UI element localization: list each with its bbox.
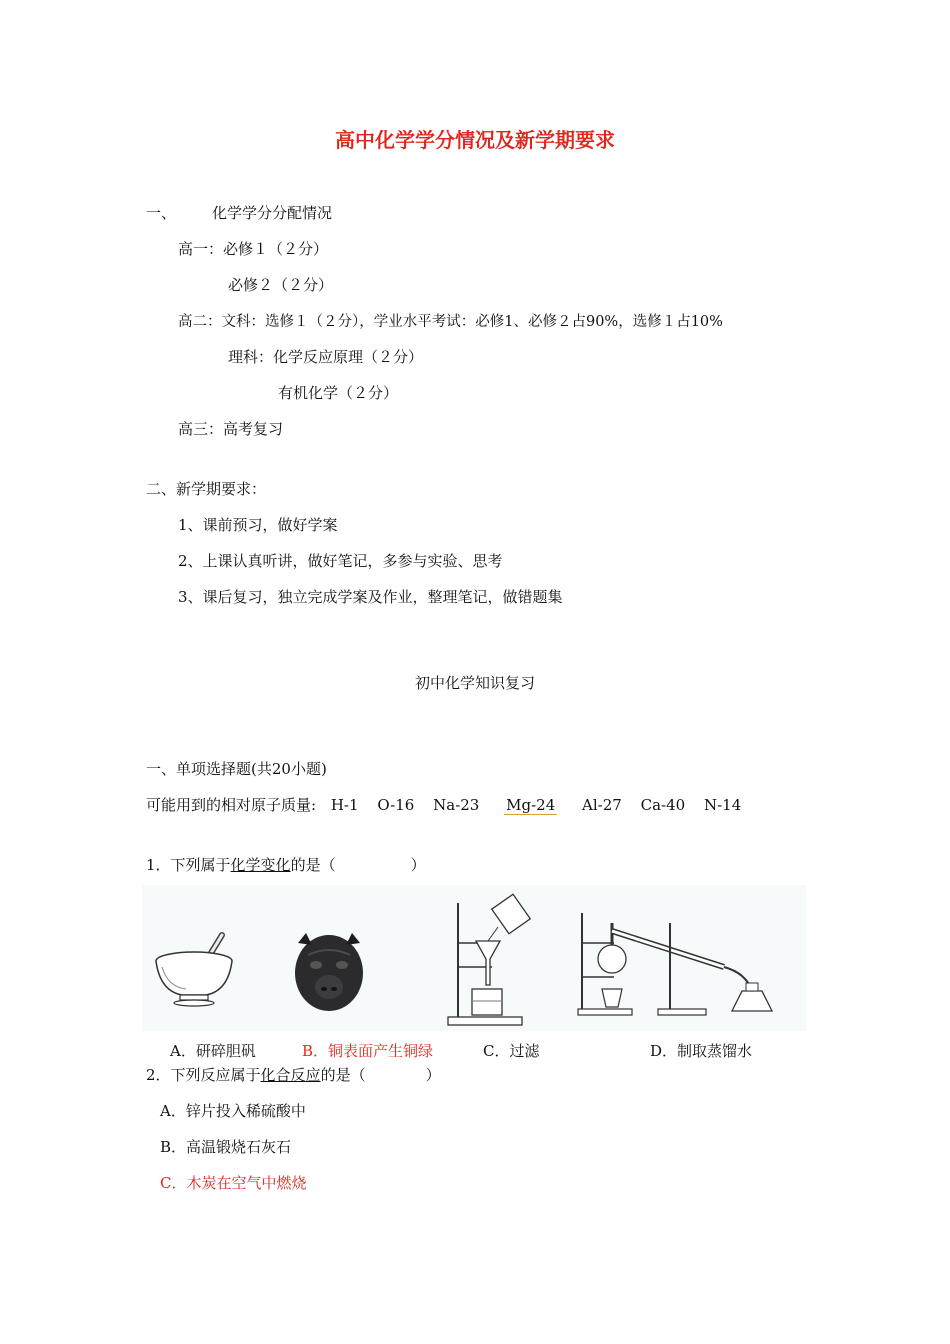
question-1 xyxy=(146,854,426,875)
atomic-masses xyxy=(146,794,741,815)
q2-suffix: 的是（ ） xyxy=(320,1066,441,1084)
section2-item-3: 3、课后复习，独立完成学案及作业，整理笔记，做错题集 xyxy=(178,588,563,606)
page-title: 高中化学学分情况及新学期要求 xyxy=(335,128,615,152)
copper-head-icon xyxy=(288,925,370,1015)
distillation-apparatus-icon xyxy=(574,907,794,1019)
section1-line-5: 有机化学（２分） xyxy=(278,384,399,402)
review-subtitle: 初中化学知识复习 xyxy=(414,674,535,692)
q1-suffix: 的是（ ） xyxy=(290,856,426,874)
q1-figure-strip xyxy=(142,885,806,1031)
mortar-pestle-icon xyxy=(152,927,238,1009)
atomic-masses-label: 可能用到的相对原子质量: xyxy=(146,796,317,814)
filtration-apparatus-icon xyxy=(440,885,550,1031)
mass-n: N-14 xyxy=(703,796,742,814)
q1-option-a: A．研碎胆矾 xyxy=(170,1042,256,1060)
mass-h: H-1 xyxy=(330,796,359,814)
q2-option-c: C．木炭在空气中燃烧 xyxy=(160,1174,307,1192)
section1-number: 一、 xyxy=(146,204,177,222)
section1-line-2: 必修２（２分） xyxy=(228,276,334,294)
section1-heading: 化学学分分配情况 xyxy=(212,204,333,222)
section1-line-6: 高三：高考复习 xyxy=(178,420,284,438)
q1-underlined: 化学变化 xyxy=(230,856,291,874)
section2-heading: 二、新学期要求： xyxy=(146,480,267,498)
section2-item-2: 2、上课认真听讲，做好笔记，多参与实验、思考 xyxy=(178,552,503,570)
q1-option-c: C．过滤 xyxy=(483,1042,540,1060)
mass-ca: Ca-40 xyxy=(640,796,686,814)
q2-underlined: 化合反应 xyxy=(260,1066,321,1084)
mass-na: Na-23 xyxy=(433,796,480,814)
section1-line-4: 理科：化学反应原理（２分） xyxy=(228,348,424,366)
q1-option-b: B．铜表面产生铜绿 xyxy=(302,1042,434,1060)
section1-line-1: 高一：必修１（２分） xyxy=(178,240,329,258)
q2-prefix: 2．下列反应属于 xyxy=(146,1066,261,1084)
mass-mg: Mg-24 xyxy=(506,796,556,814)
mass-al: Al-27 xyxy=(582,796,622,814)
section2-item-1: 1、课前预习，做好学案 xyxy=(178,516,338,534)
q1-prefix: 1．下列属于 xyxy=(146,856,231,874)
q1-option-d: D．制取蒸馏水 xyxy=(650,1042,753,1060)
q2-option-a: A．锌片投入稀硫酸中 xyxy=(160,1102,306,1120)
section1-line-3: 高二：文科：选修１（２分），学业水平考试：必修1、必修２占90%，选修１占10% xyxy=(178,314,723,330)
q2-option-b: B．高温锻烧石灰石 xyxy=(160,1138,292,1156)
mass-o: O-16 xyxy=(377,796,415,814)
question-2 xyxy=(146,1064,441,1085)
quiz-heading: 一、单项选择题(共20小题) xyxy=(146,760,327,778)
